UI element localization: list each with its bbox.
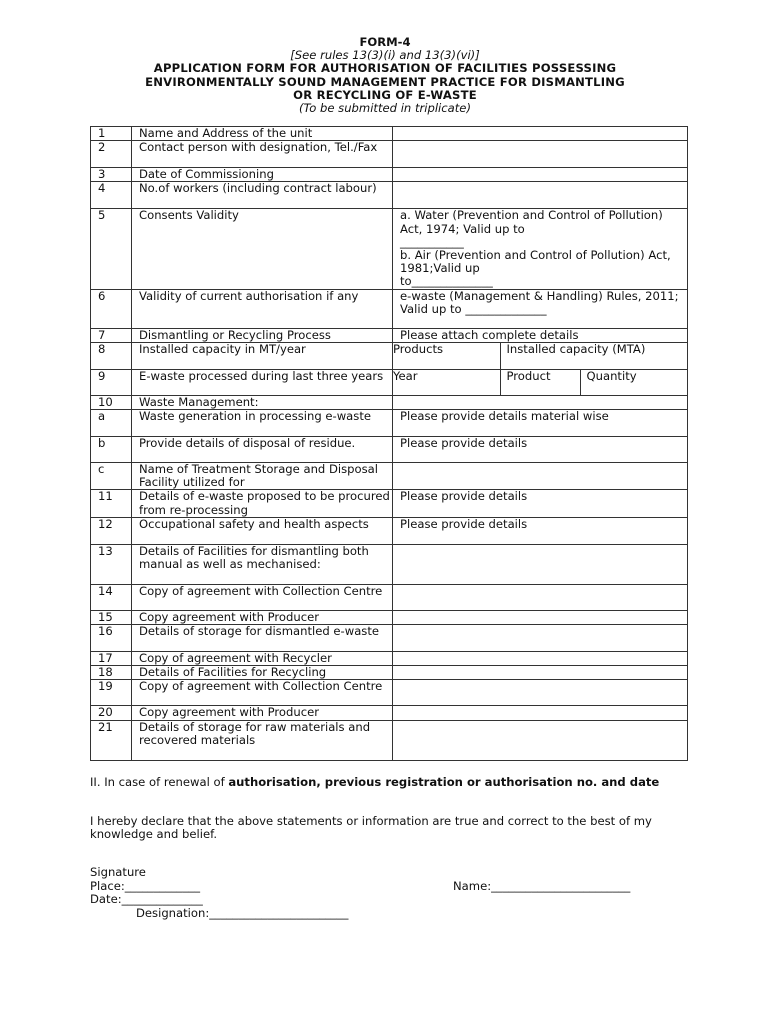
row-label: Dismantling or Recycling Process <box>132 328 393 342</box>
row-number: 13 <box>91 544 132 584</box>
table-row <box>91 209 688 289</box>
answer-cell[interactable]: Please provide details material wise <box>393 410 688 437</box>
answer-cell[interactable] <box>393 463 688 490</box>
installed-capacity-header: Installed capacity (MTA) <box>500 343 687 369</box>
water-act-consent: a. Water (Prevention and Control of Pollution) Act, 1974; Valid up to <box>400 208 663 236</box>
water-act-blank: ___________ <box>400 234 464 249</box>
row-label: Occupational safety and health aspects <box>132 517 393 544</box>
consents-cell[interactable] <box>393 209 688 289</box>
row-label: Installed capacity in MT/year <box>132 342 393 369</box>
signature-label[interactable]: Signature <box>90 865 146 879</box>
row-label: Copy of agreement with Recycler <box>132 652 393 666</box>
row-number: 19 <box>91 680 132 706</box>
row-label: No.of workers (including contract labour) <box>132 182 393 209</box>
row-number: 4 <box>91 182 132 209</box>
answer-cell[interactable] <box>393 652 688 666</box>
answer-cell <box>393 395 688 409</box>
row-number: 21 <box>91 720 132 760</box>
row-number: 2 <box>91 141 132 168</box>
row-number: 1 <box>91 127 132 141</box>
date-field[interactable]: Date:______________ <box>90 892 203 906</box>
table-row <box>91 395 688 409</box>
triplicate-note: (To be submitted in triplicate) <box>299 101 471 116</box>
application-table <box>90 126 688 761</box>
ewaste-rules: e-waste (Management & Handling) Rules, 2011; <box>400 288 679 303</box>
table-row <box>91 517 688 544</box>
air-act-blank: to______________ <box>400 274 493 289</box>
answer-cell[interactable] <box>393 127 688 141</box>
table-row <box>91 410 688 437</box>
row-label: Details of e-waste proposed to be procured from re-processing <box>132 490 393 517</box>
row-number: 3 <box>91 168 132 182</box>
renewal-section <box>90 776 690 789</box>
answer-cell[interactable] <box>393 720 688 760</box>
row-label-line2: recovered materials <box>139 732 256 747</box>
row-number: 15 <box>91 610 132 624</box>
row-label: Waste Management: <box>132 395 393 409</box>
answer-cell[interactable]: Please attach complete details <box>393 328 688 342</box>
table-row <box>91 463 688 490</box>
place-field[interactable]: Place:_____________ <box>90 879 201 893</box>
name-field[interactable]: Name:________________________ <box>453 879 631 893</box>
row-label: Copy agreement with Producer <box>132 706 393 720</box>
row-label: E-waste processed during last three years <box>132 369 393 395</box>
row-number: b <box>91 437 132 463</box>
declaration-text: I hereby declare that the above statements or information are true and correct to the best of my knowledge and belief. <box>90 814 652 842</box>
answer-cell[interactable] <box>393 141 688 168</box>
table-row <box>91 625 688 652</box>
row-number: 16 <box>91 625 132 652</box>
answer-cell[interactable] <box>393 182 688 209</box>
row-label: Copy agreement with Producer <box>132 610 393 624</box>
processed-subtable <box>393 370 687 395</box>
row-number: 9 <box>91 369 132 395</box>
answer-cell[interactable] <box>393 168 688 182</box>
air-act-consent: b. Air (Prevention and Control of Pollution) Act, 1981;Valid up <box>400 248 671 276</box>
row-number: 12 <box>91 517 132 544</box>
answer-cell[interactable]: Please provide details <box>393 517 688 544</box>
row-number: 18 <box>91 666 132 680</box>
row-label: Name and Address of the unit <box>132 127 393 141</box>
table-row <box>91 680 688 706</box>
row-number: 10 <box>91 395 132 409</box>
table-row <box>91 652 688 666</box>
quantity-header: Quantity <box>580 370 687 395</box>
row-number: 6 <box>91 289 132 328</box>
row-number: 14 <box>91 584 132 610</box>
row-label: Provide details of disposal of residue. <box>132 437 393 463</box>
authorisation-cell[interactable] <box>393 289 688 328</box>
rules-reference: [See rules 13(3)(i) and 13(3)(vi)] <box>290 48 480 63</box>
form-number: FORM-4 <box>359 35 411 49</box>
row-label: Details of storage for dismantled e-waste <box>132 625 393 652</box>
capacity-subtable <box>393 343 687 369</box>
row-number: 7 <box>91 328 132 342</box>
row-label: Details of Facilities for dismantling both manual as well as mechanised: <box>132 544 393 584</box>
designation-field[interactable]: Designation:________________________ <box>136 906 349 920</box>
row-label <box>132 720 393 760</box>
table-row <box>91 706 688 720</box>
row-number: 20 <box>91 706 132 720</box>
answer-cell[interactable] <box>393 666 688 680</box>
row-number: a <box>91 410 132 437</box>
year-header: Year <box>393 368 418 383</box>
row-label: Consents Validity <box>132 209 393 289</box>
processed-cell[interactable] <box>393 369 688 395</box>
row-number: 11 <box>91 490 132 517</box>
row-number: 5 <box>91 209 132 289</box>
row-label: Copy of agreement with Collection Centre <box>132 680 393 706</box>
answer-cell[interactable] <box>393 680 688 706</box>
form-heading-line3: OR RECYCLING OF E-WASTE <box>293 87 477 102</box>
table-row <box>91 720 688 760</box>
table-row <box>91 328 688 342</box>
capacity-cell[interactable] <box>393 342 688 369</box>
row-label: Waste generation in processing e-waste <box>132 410 393 437</box>
row-number: 8 <box>91 342 132 369</box>
row-label: Copy of agreement with Collection Centre <box>132 584 393 610</box>
answer-cell[interactable] <box>393 706 688 720</box>
table-row <box>91 610 688 624</box>
table-row <box>91 584 688 610</box>
row-number: 17 <box>91 652 132 666</box>
renewal-prefix: II. In case of renewal of <box>90 775 229 789</box>
table-row <box>91 141 688 168</box>
products-header: Products <box>393 341 444 356</box>
answer-cell[interactable] <box>393 610 688 624</box>
valid-up-to: Valid up to ______________ <box>400 301 547 316</box>
table-row <box>91 544 688 584</box>
row-label-line1: Details of storage for raw materials and <box>139 719 371 734</box>
form-heading-line2: ENVIRONMENTALLY SOUND MANAGEMENT PRACTICE FOR DISMANTLING <box>145 74 625 89</box>
row-label: Details of Facilities for Recycling <box>132 666 393 680</box>
answer-cell[interactable] <box>393 584 688 610</box>
table-row <box>91 369 688 395</box>
table-row <box>91 168 688 182</box>
row-number: c <box>91 463 132 490</box>
table-row <box>91 182 688 209</box>
product-header: Product <box>500 370 580 395</box>
form-heading-line1: APPLICATION FORM FOR AUTHORISATION OF FACILITIES POSSESSING <box>153 61 617 76</box>
row-label: Date of Commissioning <box>132 168 393 182</box>
table-row <box>91 342 688 369</box>
table-row <box>91 127 688 141</box>
table-row <box>91 666 688 680</box>
answer-cell[interactable] <box>393 625 688 652</box>
table-row <box>91 289 688 328</box>
table-row <box>91 490 688 517</box>
table-row <box>91 437 688 463</box>
row-label: Name of Treatment Storage and Disposal Facility utilized for <box>132 463 393 490</box>
row-label: Validity of current authorisation if any <box>132 289 393 328</box>
answer-cell[interactable]: Please provide details <box>393 490 688 517</box>
form-header <box>60 36 710 115</box>
row-label: Contact person with designation, Tel./Fax <box>132 141 393 168</box>
renewal-bold: authorisation, previous registration or authorisation no. and date <box>228 775 660 789</box>
answer-cell[interactable] <box>393 544 688 584</box>
answer-cell[interactable]: Please provide details <box>393 437 688 463</box>
